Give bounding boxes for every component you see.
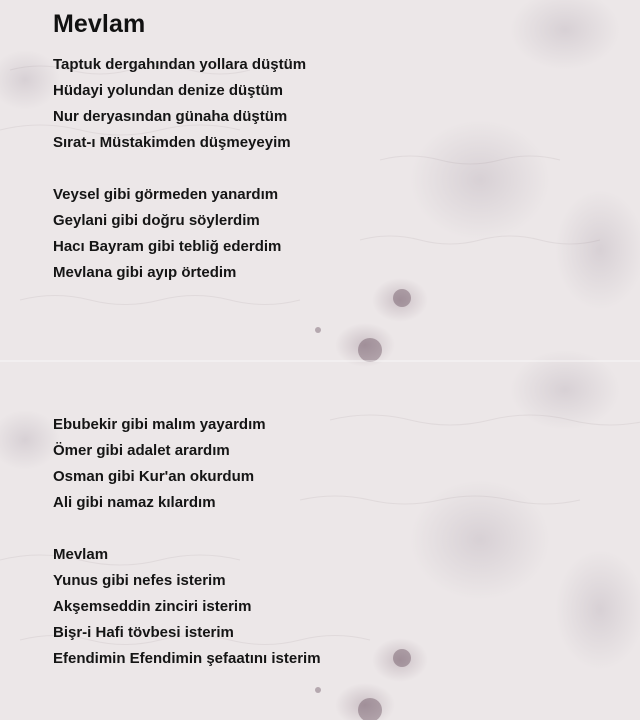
poem-line: Mevlana gibi ayıp örtedim bbox=[53, 264, 237, 281]
stanza-4 bbox=[53, 542, 321, 672]
poem-line: Mevlam bbox=[53, 546, 109, 563]
poem-line: Osman gibi Kur'an okurdum bbox=[53, 468, 255, 485]
poem-line: Taptuk dergahından yollara düştüm bbox=[53, 56, 307, 73]
stanza-3 bbox=[53, 412, 266, 516]
poem-line: Hacı Bayram gibi tebliğ ederdim bbox=[53, 238, 282, 255]
poem-line: Veysel gibi görmeden yanardım bbox=[53, 186, 279, 203]
poem-line: Bişr-i Hafi tövbesi isterim bbox=[53, 624, 234, 641]
stanza-2 bbox=[53, 182, 281, 286]
poem-line: Geylani gibi doğru söylerdim bbox=[53, 212, 260, 229]
poem-line: Hüdayi yolundan denize düştüm bbox=[53, 82, 284, 99]
poem-line: Akşemseddin zinciri isterim bbox=[53, 598, 252, 615]
poem-line: Ömer gibi adalet arardım bbox=[53, 442, 230, 459]
poem-line: Nur deryasından günaha düştüm bbox=[53, 108, 288, 125]
poem-line: Efendimin Efendimin şefaatını isterim bbox=[53, 650, 321, 667]
poem-title: Mevlam bbox=[53, 10, 146, 38]
poem-line: Ali gibi namaz kılardım bbox=[53, 494, 216, 511]
poem-line: Ebubekir gibi malım yayardım bbox=[53, 416, 266, 433]
stanza-1 bbox=[53, 52, 306, 156]
poem-line: Sırat-ı Müstakimden düşmeyeyim bbox=[53, 134, 291, 151]
poem-line: Yunus gibi nefes isterim bbox=[53, 572, 226, 589]
